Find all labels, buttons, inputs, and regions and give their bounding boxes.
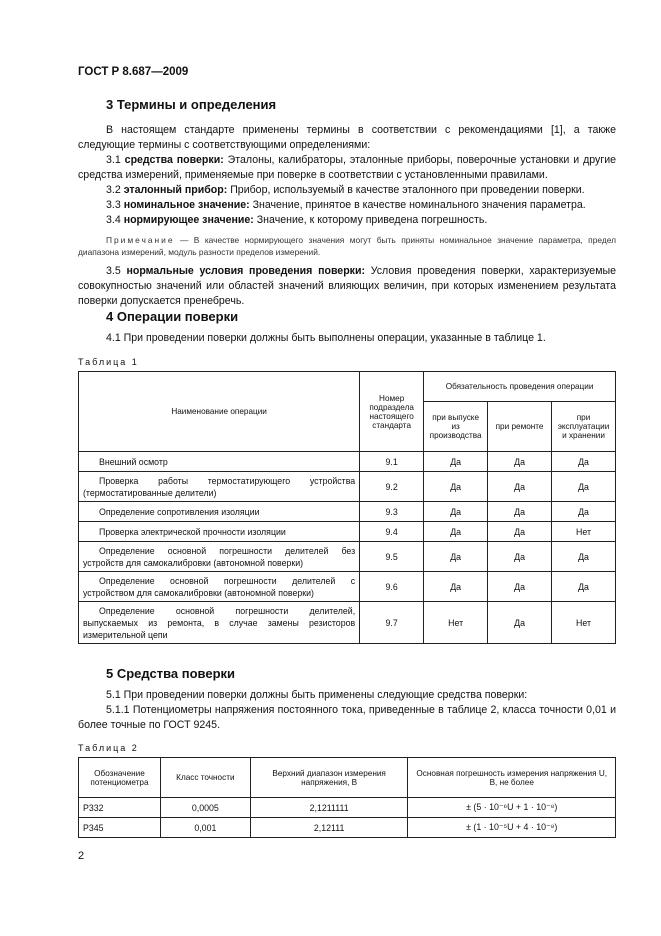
table-2-caption: Таблица 2 bbox=[78, 743, 139, 753]
operation-value: Нет bbox=[552, 522, 616, 542]
section-3-title: 3 Термины и определения bbox=[106, 97, 277, 112]
operation-name: Внешний осмотр bbox=[79, 452, 360, 472]
col-header-subsection: Номер подраздела настоящего стандарта bbox=[360, 372, 424, 452]
subsection-number: 9.5 bbox=[360, 542, 424, 572]
release-value: Да bbox=[424, 572, 488, 602]
release-value: Да bbox=[424, 502, 488, 522]
section-4-title: 4 Операции поверки bbox=[106, 309, 239, 324]
designation: Р332 bbox=[79, 798, 161, 818]
subsection-number: 9.6 bbox=[360, 572, 424, 602]
term-name: нормальные условия проведения поверки: bbox=[126, 265, 366, 277]
release-value: Да bbox=[424, 452, 488, 472]
table-row bbox=[79, 798, 616, 818]
section-5-title: 5 Средства поверки bbox=[106, 666, 236, 681]
term-number: 3.5 bbox=[106, 265, 121, 277]
subsection-number: 9.3 bbox=[360, 502, 424, 522]
term-3-5 bbox=[78, 264, 616, 310]
operation-value: Нет bbox=[552, 602, 616, 644]
repair-value: Да bbox=[488, 502, 552, 522]
section-4-sentence: 4.1 При проведении поверки должны быть выполнены операции, указанные в таблице 1. bbox=[106, 332, 546, 344]
release-value: Да bbox=[424, 542, 488, 572]
term-3-3 bbox=[78, 198, 616, 213]
term-number: 3.2 bbox=[106, 184, 121, 196]
note-label: Примечание bbox=[106, 235, 175, 245]
section-5-p1 bbox=[78, 688, 616, 703]
term-definition: Эталоны, калибраторы, эталонные приборы, поверочные установки и другие средства измерений, применяемые при поверке в соответствии с установленными правилами. bbox=[78, 154, 617, 182]
subsection-number: 9.4 bbox=[360, 522, 424, 542]
operation-value: Да bbox=[552, 502, 616, 522]
subsection-number: 9.7 bbox=[360, 602, 424, 644]
table-row bbox=[79, 452, 616, 472]
col-header-range: Верхний диапазон измерения напряжения, В bbox=[250, 758, 408, 798]
release-value: Нет bbox=[424, 602, 488, 644]
term-name: эталонный прибор: bbox=[123, 184, 228, 196]
subsection-number: 9.2 bbox=[360, 472, 424, 502]
table-row bbox=[79, 502, 616, 522]
term-definition: Значение, принятое в качестве номинального значения параметра. bbox=[249, 199, 586, 211]
col-header-accuracy: Класс точности bbox=[160, 758, 250, 798]
page-number: 2 bbox=[78, 850, 85, 862]
table-row bbox=[79, 602, 616, 644]
section-5-p2 bbox=[78, 703, 616, 733]
operation-name: Определение основной погрешности делителей с устройством для самокалибровки (автономной поверки) bbox=[79, 572, 360, 602]
operation-name: Определение основной погрешности делителей, выпускаемых из ремонта, в случае замены резисторов измерительной цепи bbox=[79, 602, 360, 644]
term-definition: Значение, к которому приведена погрешность. bbox=[253, 214, 488, 226]
accuracy-class: 0,001 bbox=[160, 818, 250, 838]
operation-value: Да bbox=[552, 572, 616, 602]
section-3-intro bbox=[78, 123, 616, 153]
term-3-4 bbox=[78, 213, 616, 228]
repair-value: Да bbox=[488, 452, 552, 472]
note bbox=[78, 234, 616, 258]
designation: Р345 bbox=[79, 818, 161, 838]
section-4-text bbox=[78, 331, 616, 346]
col-header-designation: Обозначение потенциометра bbox=[79, 758, 161, 798]
term-name: средства поверки: bbox=[124, 154, 224, 166]
table-row bbox=[79, 542, 616, 572]
repair-value: Да bbox=[488, 472, 552, 502]
col-header-repair: при ремонте bbox=[488, 402, 552, 452]
repair-value: Да bbox=[488, 522, 552, 542]
document-header: ГОСТ Р 8.687—2009 bbox=[78, 66, 189, 78]
operation-name: Проверка электрической прочности изоляции bbox=[79, 522, 360, 542]
col-header-error: Основная погрешность измерения напряжения U, В, не более bbox=[408, 758, 616, 798]
potentiometers-table bbox=[78, 757, 616, 838]
repair-value: Да bbox=[488, 542, 552, 572]
operations-table bbox=[78, 371, 616, 644]
range-value: 2,12111 bbox=[250, 818, 408, 838]
error-value: ± (5 · 10⁻⁶U + 1 · 10⁻⁸) bbox=[408, 798, 616, 818]
subsection-number: 9.1 bbox=[360, 452, 424, 472]
col-header-obligation: Обязательность проведения операции bbox=[424, 372, 616, 402]
table-row bbox=[79, 472, 616, 502]
note-text: — В качестве нормирующего значения могут быть приняты номинальное значение параметра, предел диапазона измерений, модуль разности пределов измерений. bbox=[78, 235, 616, 257]
range-value: 2,1211111 bbox=[250, 798, 408, 818]
term-definition: Прибор, используемый в качестве эталонного при проведении поверки. bbox=[227, 184, 585, 196]
release-value: Да bbox=[424, 522, 488, 542]
term-number: 3.3 bbox=[106, 199, 121, 211]
term-definition: Условия проведения поверки, характеризуемые совокупностью значений или областей значений влияющих величин, при которых изменением результата поверки допускается пренебречь. bbox=[78, 265, 616, 308]
term-name: номинальное значение: bbox=[123, 199, 250, 211]
operation-value: Да bbox=[552, 542, 616, 572]
term-name: нормирующее значение: bbox=[123, 214, 254, 226]
operation-name: Определение основной погрешности делителей без устройств для самокалибровки (автономной поверки) bbox=[79, 542, 360, 572]
section-5-sentence-1: 5.1 При проведении поверки должны быть применены следующие средства поверки: bbox=[106, 689, 528, 701]
col-header-operation-storage: при эксплуатации и хранении bbox=[552, 402, 616, 452]
release-value: Да bbox=[424, 472, 488, 502]
term-3-2 bbox=[78, 183, 616, 198]
repair-value: Да bbox=[488, 602, 552, 644]
operation-name: Определение сопротивления изоляции bbox=[79, 502, 360, 522]
term-number: 3.1 bbox=[106, 154, 121, 166]
table-1-caption: Таблица 1 bbox=[78, 357, 139, 367]
operation-name: Проверка работы термостатирующего устройства (термостатированные делители) bbox=[79, 472, 360, 502]
term-3-1 bbox=[78, 153, 616, 183]
table-row bbox=[79, 818, 616, 838]
section-5-sentence-2: 5.1.1 Потенциометры напряжения постоянного тока, приведенные в таблице 2, класса точности 0,01 и более точные по ГОСТ 9245. bbox=[78, 704, 616, 732]
repair-value: Да bbox=[488, 572, 552, 602]
operation-value: Да bbox=[552, 452, 616, 472]
col-header-operation: Наименование операции bbox=[79, 372, 360, 452]
term-number: 3.4 bbox=[106, 214, 121, 226]
accuracy-class: 0,0005 bbox=[160, 798, 250, 818]
table-row bbox=[79, 522, 616, 542]
operation-value: Да bbox=[552, 472, 616, 502]
col-header-release: при выпуске из производства bbox=[424, 402, 488, 452]
intro-text: В настоящем стандарте применены термины в соответствии с рекомендациями [1], а также следующие термины с соответствующими определениями: bbox=[78, 124, 616, 152]
table-row bbox=[79, 572, 616, 602]
error-value: ± (1 · 10⁻⁵U + 4 · 10⁻⁸) bbox=[408, 818, 616, 838]
